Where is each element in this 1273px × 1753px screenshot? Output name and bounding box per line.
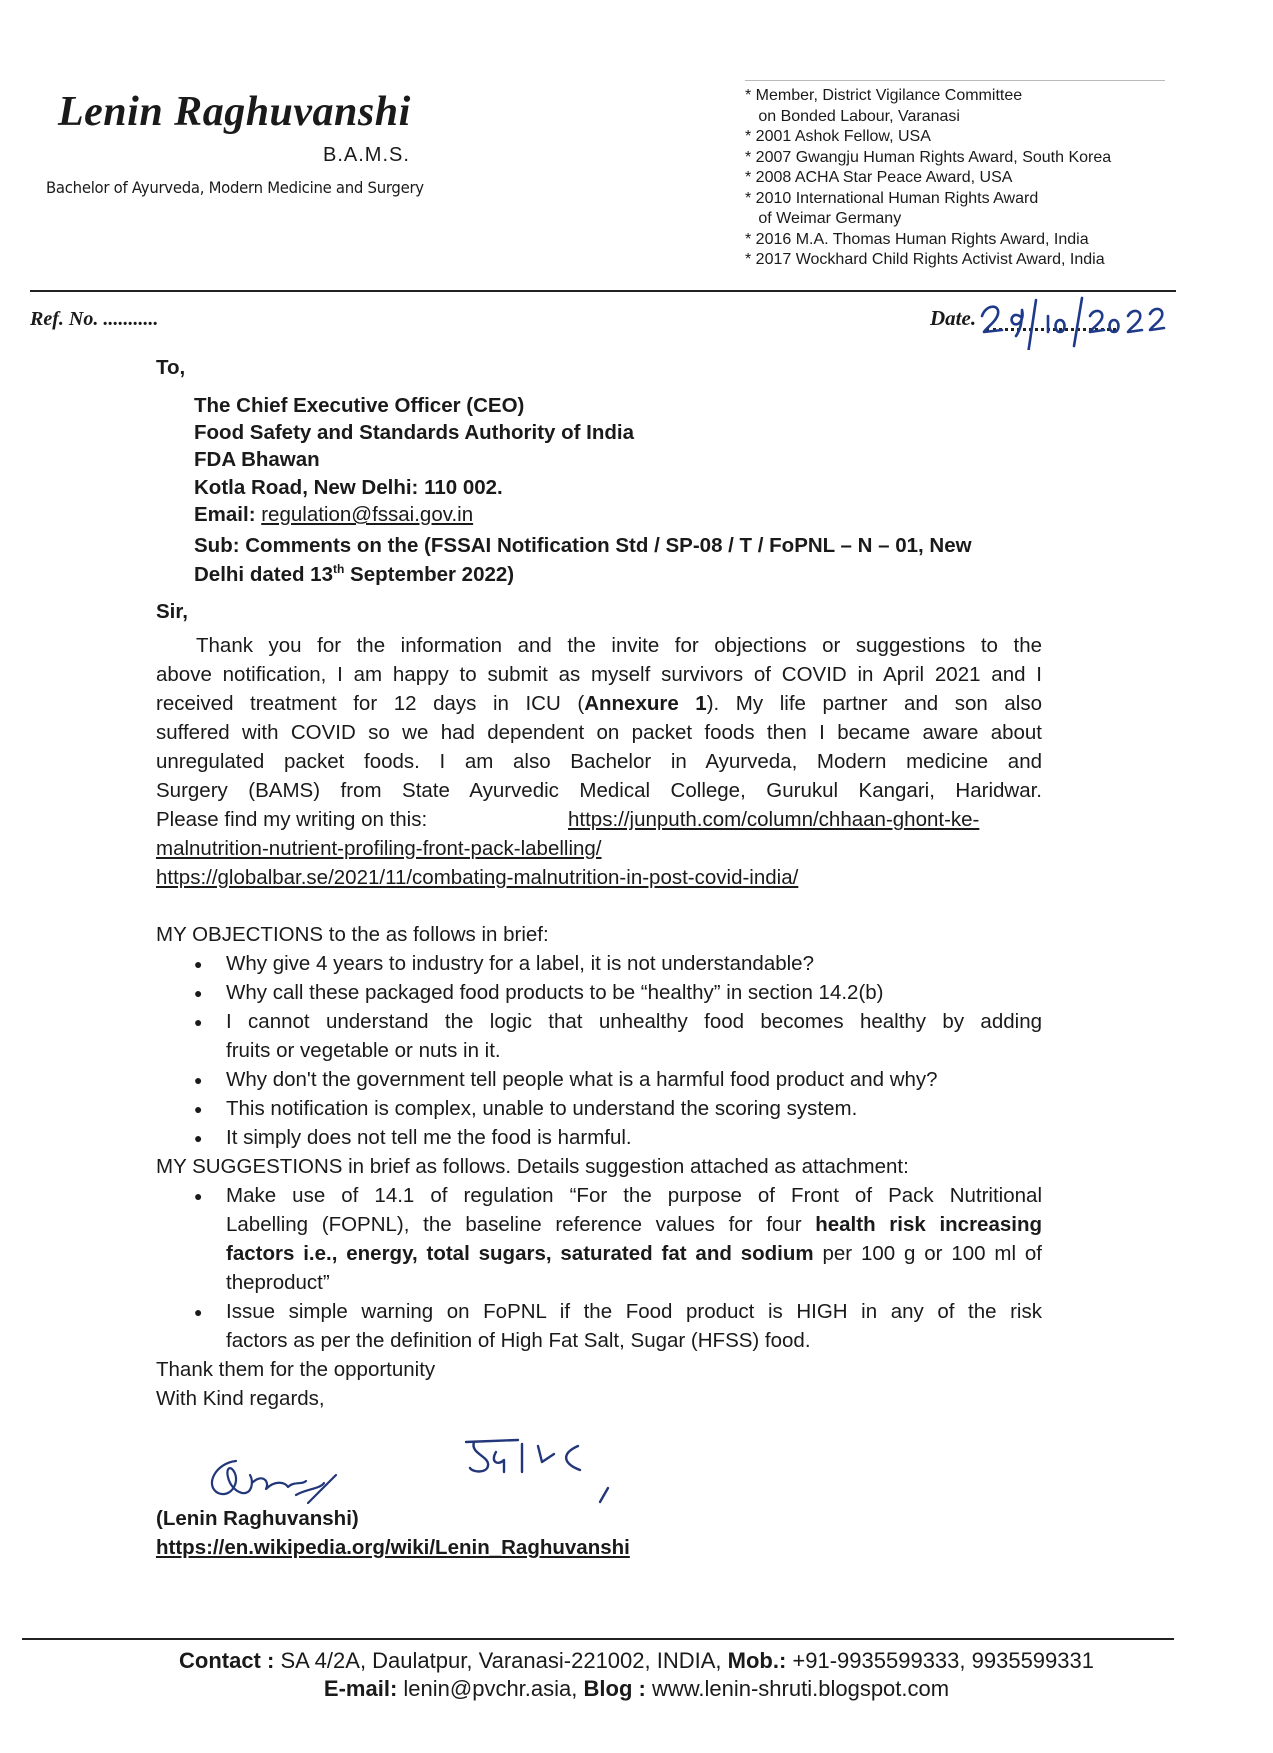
mobile-number: +91-9935599333, 9935599331 <box>786 1648 1094 1673</box>
signature <box>196 1455 366 1525</box>
subject-line: Sub: Comments on the (FSSAI Notification Std / SP-08 / T / FoPNL – N – 01, New <box>194 534 972 557</box>
email-link[interactable]: regulation@fssai.gov.in <box>261 503 474 526</box>
objection-item: Why give 4 years to industry for a label, it is not understandable? <box>226 952 814 975</box>
contact-address: SA 4/2A, Daulatpur, Varanasi-221002, INDIA, <box>274 1648 728 1673</box>
bullet-icon: ● <box>194 1072 203 1088</box>
suggestions-heading: MY SUGGESTIONS in brief as follows. Details suggestion attached as attachment: <box>156 1155 909 1178</box>
paragraph-line: Please find my writing on this: <box>156 808 428 831</box>
handwritten-date <box>978 290 1208 350</box>
award-item: * 2010 International Human Rights Award <box>745 189 1039 207</box>
objection-item: Why call these packaged food products to be “healthy” in section 14.2(b) <box>226 981 884 1004</box>
signer-wiki-link[interactable]: https://en.wikipedia.org/wiki/Lenin_Raghuvanshi <box>156 1536 630 1559</box>
subject-line <box>194 562 514 587</box>
article-link-1[interactable]: https://junputh.com/column/chhaan-ghont-ke- <box>568 808 980 831</box>
bullet-icon: ● <box>194 1014 203 1030</box>
objection-item: I cannot understand the logic that unhealthy food becomes healthy by adding <box>226 1010 1042 1033</box>
suggestion-item: Issue simple warning on FoPNL if the Food product is HIGH in any of the risk <box>226 1300 1042 1323</box>
award-item: * 2001 Ashok Fellow, USA <box>745 128 931 145</box>
subject-text: Delhi dated 13 <box>194 562 333 586</box>
article-link-2[interactable]: https://globalbar.se/2021/11/combating-malnutrition-in-post-covid-india/ <box>156 866 799 889</box>
objection-item: This notification is complex, unable to understand the scoring system. <box>226 1097 858 1120</box>
objections-heading: MY OBJECTIONS to the as follows in brief: <box>156 923 549 946</box>
bullet-icon: ● <box>194 1130 203 1146</box>
paragraph-line: Surgery (BAMS) from State Ayurvedic Medical College, Gurukul Kangari, Haridwar. <box>156 779 1042 802</box>
address-line: The Chief Executive Officer (CEO) <box>194 394 525 417</box>
footer-divider <box>22 1638 1174 1640</box>
email-label: Email: <box>194 503 256 526</box>
email-row <box>194 503 473 527</box>
suggestion-text: per 100 g or 100 ml of <box>813 1242 1043 1265</box>
footer-email <box>0 1676 1273 1702</box>
award-item: on Bonded Labour, Varanasi <box>745 107 960 125</box>
suggestion-item-cont: theproduct” <box>226 1271 330 1294</box>
closing-line: Thank them for the opportunity <box>156 1358 436 1381</box>
signer-name: (Lenin Raghuvanshi) <box>156 1507 359 1530</box>
paragraph-line: suffered with COVID so we had dependent on packet foods then I became aware about <box>156 721 1042 744</box>
blog-url[interactable]: www.lenin-shruti.blogspot.com <box>645 1676 950 1701</box>
award-item: * 2016 M.A. Thomas Human Rights Award, India <box>745 230 1089 248</box>
suggestion-item-cont <box>226 1213 1042 1237</box>
awards-top-rule <box>745 80 1165 81</box>
suggestion-emphasis: factors i.e., energy, total sugars, saturated fat and sodium <box>226 1242 814 1265</box>
bullet-icon: ● <box>194 956 203 972</box>
award-item: * 2017 Wockhard Child Rights Activist Award, India <box>745 251 1105 268</box>
award-item: * Member, District Vigilance Committee <box>745 87 1023 104</box>
suggestion-item: Make use of 14.1 of regulation “For the purpose of Front of Pack Nutritional <box>226 1184 1042 1207</box>
suggestion-item-cont: factors as per the definition of High Fat Salt, Sugar (HFSS) food. <box>226 1329 811 1352</box>
subject-sup: th <box>333 562 345 576</box>
subject-text: September 2022) <box>344 562 515 586</box>
mobile-label: Mob.: <box>727 1648 787 1673</box>
paragraph-line: above notification, I am happy to submit as myself survivors of COVID in April 2021 and I <box>156 663 1042 686</box>
bullet-icon: ● <box>194 985 203 1001</box>
footer-contact <box>0 1648 1273 1674</box>
objection-item: Why don't the government tell people what is a harmful food product and why? <box>226 1068 938 1091</box>
suggestion-item-cont <box>226 1242 1042 1266</box>
awards-list <box>745 86 1111 271</box>
paragraph-line: unregulated packet foods. I am also Bachelor in Ayurveda, Modern medicine and <box>156 750 1042 773</box>
contact-label: Contact : <box>179 1648 275 1673</box>
bullet-icon: ● <box>194 1304 203 1320</box>
paragraph-line <box>156 692 1042 716</box>
annexure-ref: Annexure 1 <box>584 692 707 715</box>
paragraph-line: Thank you for the information and the invite for objections or suggestions to the <box>196 634 1042 657</box>
suggestion-text: Labelling (FOPNL), the baseline reference values for four <box>226 1213 816 1236</box>
address-line: Kotla Road, New Delhi: 110 002. <box>194 476 503 499</box>
objection-item-cont: fruits or vegetable or nuts in it. <box>226 1039 501 1062</box>
ref-number: Ref. No. ........... <box>30 308 159 330</box>
address-line: FDA Bhawan <box>194 448 320 471</box>
bullet-icon: ● <box>194 1101 203 1117</box>
salutation: Sir, <box>156 600 188 623</box>
address-line: Food Safety and Standards Authority of India <box>194 421 635 444</box>
objection-item: It simply does not tell me the food is harmful. <box>226 1126 632 1149</box>
paragraph-text: ). My life partner and son also <box>706 692 1042 715</box>
blog-label: Blog : <box>583 1676 646 1701</box>
footer-email-value[interactable]: lenin@pvchr.asia, <box>397 1676 584 1701</box>
letterhead-degree: B.A.M.S. <box>323 144 410 166</box>
date-label: Date. <box>930 306 977 330</box>
bullet-icon: ● <box>194 1188 203 1204</box>
footer-email-label: E-mail: <box>323 1676 398 1701</box>
article-link-1-cont[interactable]: malnutrition-nutrient-profiling-front-pack-labelling/ <box>156 837 602 860</box>
suggestion-emphasis: health risk increasing <box>815 1213 1042 1236</box>
award-item: * 2007 Gwangju Human Rights Award, South Korea <box>745 148 1112 166</box>
to-label: To, <box>156 356 186 379</box>
letterhead-subtitle: Bachelor of Ayurveda, Modern Medicine and Surgery <box>46 178 424 197</box>
award-item: * 2008 ACHA Star Peace Award, USA <box>745 169 1013 186</box>
hindi-signature <box>460 1432 630 1512</box>
closing-line: With Kind regards, <box>156 1387 325 1410</box>
letterhead-name: Lenin Raghuvanshi <box>58 89 411 135</box>
award-item: of Weimar Germany <box>745 210 902 227</box>
paragraph-text: received treatment for 12 days in ICU ( <box>156 692 585 715</box>
